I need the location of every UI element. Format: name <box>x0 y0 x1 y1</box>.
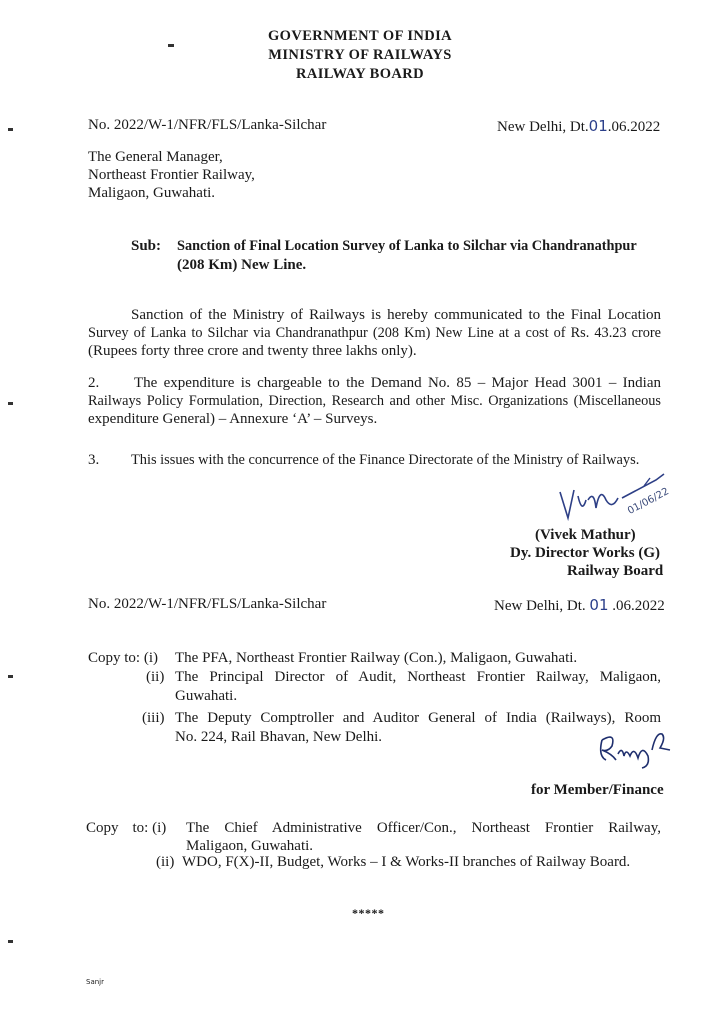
address-line: Northeast Frontier Railway, <box>88 167 255 183</box>
paragraph-3-number: 3. <box>88 452 100 468</box>
subject-label: Sub: <box>131 238 162 254</box>
footer-code: Sanjr <box>86 978 104 986</box>
copy-item: WDO, F(X)-II, Budget, Works – I & Works-II branches of Railway Board. <box>182 854 631 870</box>
paragraph-2-line: The expenditure is chargeable to the Demand No. 85 – Major Head 3001 – Indian <box>134 375 661 391</box>
copy-item: The Deputy Comptroller and Auditor General of India (Railways), Room <box>175 710 661 726</box>
copy-item-number: (iii) <box>142 710 165 726</box>
address-line: Maligaon, Guwahati. <box>88 185 216 201</box>
scan-mark <box>8 402 13 405</box>
copy-item-number: (ii) <box>156 854 175 870</box>
copy-item: No. 224, Rail Bhavan, New Delhi. <box>175 729 383 745</box>
subject-line: (208 Km) New Line. <box>177 257 307 273</box>
reference-number: No. 2022/W-1/NFR/FLS/Lanka-Silchar <box>88 596 327 612</box>
end-of-document-mark: ***** <box>352 906 385 920</box>
paragraph-2-number: 2. <box>88 375 100 391</box>
signatory-designation: Dy. Director Works (G) <box>510 545 660 561</box>
date-day-handwritten: 01 <box>588 117 608 135</box>
scan-mark <box>8 128 13 131</box>
subject-line: Sanction of Final Location Survey of Lanka to Silchar via Chandranathpur <box>177 238 637 254</box>
signatory-name: (Vivek Mathur) <box>535 527 636 543</box>
paragraph-1-line: Survey of Lanka to Silchar via Chandranathpur (208 Km) New Line at a cost of Rs. 43.23 crore <box>88 325 661 341</box>
reference-date: New Delhi, Dt.01.06.2022 <box>497 117 661 135</box>
address-line: The General Manager, <box>88 149 223 165</box>
signatory-office: Railway Board <box>567 563 664 579</box>
header-board: RAILWAY BOARD <box>295 66 425 82</box>
copy-item: Guwahati. <box>175 688 238 704</box>
paragraph-3-text: This issues with the concurrence of the Finance Directorate of the Ministry of Railways. <box>131 452 640 468</box>
header-ministry: MINISTRY OF RAILWAYS <box>268 47 452 63</box>
reference-date: New Delhi, Dt. 01 .06.2022 <box>494 596 665 614</box>
paragraph-1-line: Sanction of the Ministry of Railways is hereby communicated to the Final Location <box>131 307 661 323</box>
scan-mark <box>8 675 13 678</box>
copy-item: Maligaon, Guwahati. <box>186 838 314 854</box>
header-government: GOVERNMENT OF INDIA <box>267 28 453 44</box>
paragraph-2-line: expenditure General) – Annexure ‘A’ – Surveys. <box>88 411 378 427</box>
date-day-handwritten: 01 <box>589 596 609 614</box>
reference-number: No. 2022/W-1/NFR/FLS/Lanka-Silchar <box>88 117 327 133</box>
scan-mark <box>8 940 13 943</box>
paragraph-2-line: Railways Policy Formulation, Direction, Research and other Misc. Organizations (Miscellaneous <box>88 393 661 409</box>
copy-item-number: (ii) <box>146 669 165 685</box>
signoff-member-finance: for Member/Finance <box>531 782 664 798</box>
signature-member-finance <box>596 728 680 770</box>
copy-item: The Principal Director of Audit, Northeast Frontier Railway, Maligaon, <box>175 669 661 685</box>
copy-to-label: Copy to: (i) <box>88 650 159 666</box>
copy-item: The Chief Administrative Officer/Con., Northeast Frontier Railway, <box>186 820 661 836</box>
signature-date: 01/06/22 <box>626 486 671 517</box>
copy-to-label: Copy to: (i) <box>86 820 167 836</box>
copy-item: The PFA, Northeast Frontier Railway (Con.), Maligaon, Guwahati. <box>175 650 578 666</box>
paragraph-1-line: (Rupees forty three crore and twenty three lakhs only). <box>88 343 417 359</box>
